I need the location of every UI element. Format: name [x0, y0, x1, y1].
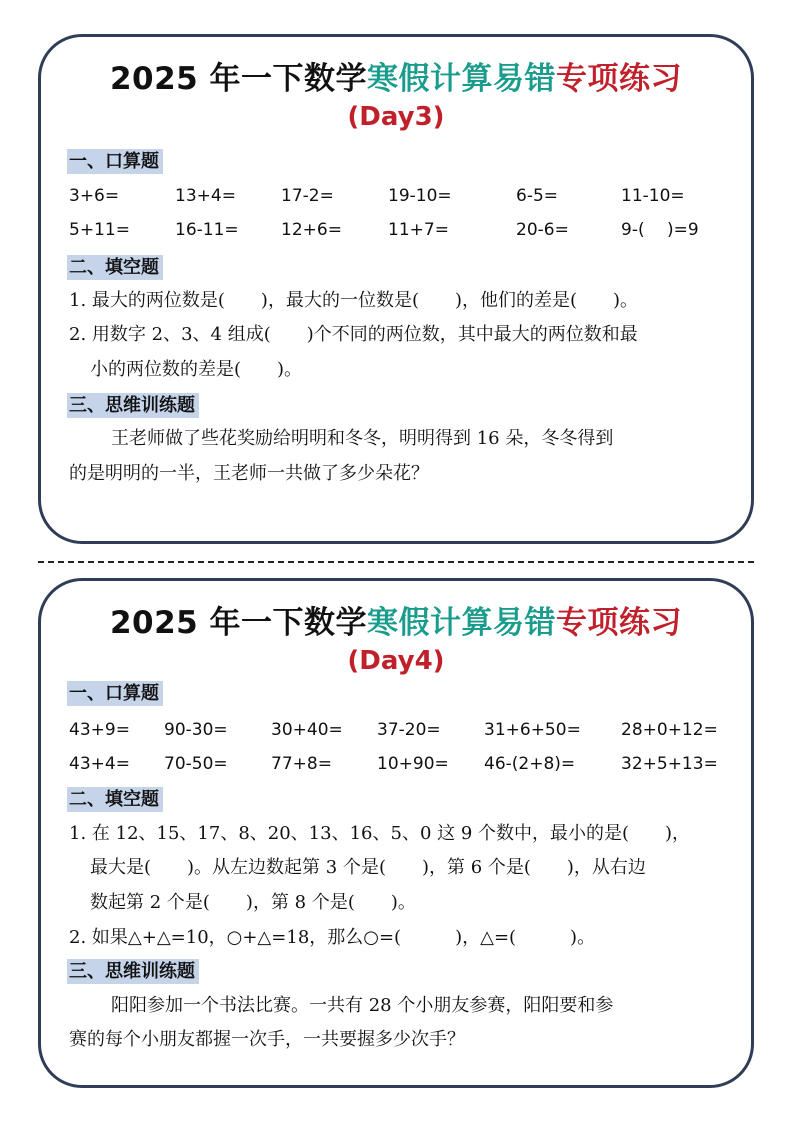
- section-heading-fill-blank: 二、填空题: [67, 787, 163, 812]
- calc-item: 70-50=: [164, 754, 228, 774]
- worksheet-title: 2025 年一下数学寒假计算易错专项练习: [109, 605, 683, 641]
- day-label: (Day4): [347, 646, 445, 676]
- calc-item: 43+4=: [69, 754, 130, 774]
- calc-item: 13+4=: [175, 186, 236, 206]
- question-line: 2. 如果△+△=10，○+△=18，那么○=( )，△=( )。: [69, 927, 596, 948]
- calc-item: 30+40=: [271, 720, 343, 740]
- question-line: 数起第 2 个是( )，第 8 个是( )。: [90, 892, 416, 913]
- section-heading-thinking: 三、思维训练题: [67, 393, 199, 418]
- calc-item: 6-5=: [516, 186, 559, 206]
- calc-item: 9-( )=9: [621, 220, 699, 240]
- calc-item: 3+6=: [69, 186, 120, 206]
- calc-item: 11+7=: [388, 220, 449, 240]
- worksheet-title: 2025 年一下数学寒假计算易错专项练习: [109, 61, 683, 97]
- day-label: (Day3): [347, 102, 445, 132]
- section-heading-oral-calc: 一、口算题: [67, 149, 163, 174]
- calc-item: 46-(2+8)=: [484, 754, 576, 774]
- calc-item: 43+9=: [69, 720, 130, 740]
- calc-item: 5+11=: [69, 220, 130, 240]
- calc-item: 16-11=: [175, 220, 239, 240]
- section-heading-oral-calc: 一、口算题: [67, 681, 163, 706]
- calc-item: 17-2=: [281, 186, 334, 206]
- calc-item: 12+6=: [281, 220, 342, 240]
- question-line: 1. 在 12、15、17、8、20、13、16、5、0 这 9 个数中，最小的是( )，: [69, 823, 691, 844]
- section-heading-thinking: 三、思维训练题: [67, 959, 199, 984]
- question-line: 小的两位数的差是( )。: [90, 359, 303, 380]
- calc-item: 20-6=: [516, 220, 569, 240]
- calc-item: 31+6+50=: [484, 720, 581, 740]
- question-line: 2. 用数字 2、3、4 组成( )个不同的两位数，其中最大的两位数和最: [69, 324, 638, 345]
- question-line: 王老师做了些花奖励给明明和冬冬，明明得到 16 朵，冬冬得到: [111, 428, 614, 449]
- calc-item: 11-10=: [621, 186, 685, 206]
- question-line: 赛的每个小朋友都握一次手，一共要握多少次手？: [69, 1029, 465, 1050]
- worksheet-card-day3: [38, 34, 754, 544]
- calc-item: 32+5+13=: [621, 754, 718, 774]
- calc-item: 10+90=: [377, 754, 449, 774]
- worksheet-card-day4: [38, 578, 754, 1088]
- calc-item: 77+8=: [271, 754, 332, 774]
- question-line: 的是明明的一半，王老师一共做了多少朵花？: [69, 463, 429, 484]
- calc-item: 19-10=: [388, 186, 452, 206]
- question-line: 最大是( )。从左边数起第 3 个是( )，第 6 个是( )，从右边: [90, 857, 646, 878]
- question-line: 阳阳参加一个书法比赛。一共有 28 个小朋友参赛，阳阳要和参: [111, 995, 614, 1016]
- calc-item: 28+0+12=: [621, 720, 718, 740]
- calc-item: 90-30=: [164, 720, 228, 740]
- question-line: 1. 最大的两位数是( )，最大的一位数是( )，他们的差是( )。: [69, 290, 639, 311]
- section-heading-fill-blank: 二、填空题: [67, 255, 163, 280]
- calc-item: 37-20=: [377, 720, 441, 740]
- dashed-divider: [38, 561, 754, 563]
